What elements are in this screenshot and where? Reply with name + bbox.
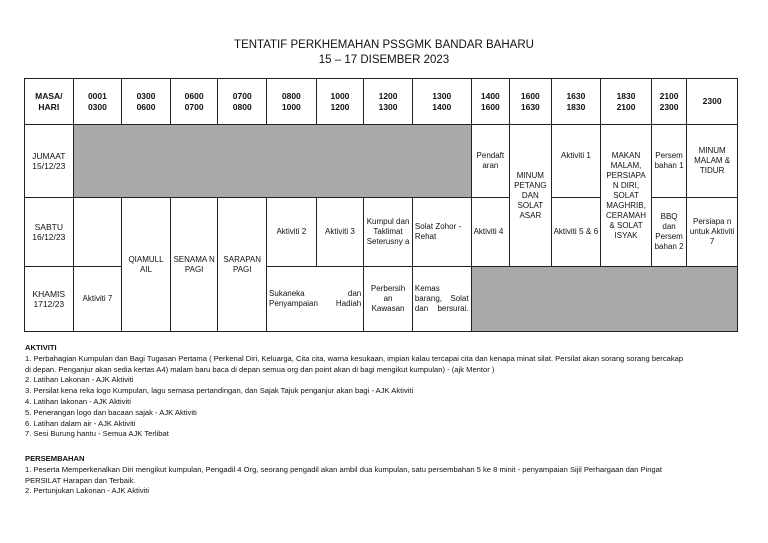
header-slot: 2300	[687, 79, 738, 125]
header-slot: 1300 1400	[412, 79, 471, 125]
cell-qiamullail: QIAMULL AIL	[122, 198, 171, 332]
header-slot: 2100 2300	[651, 79, 686, 125]
header-slot: 0001 0300	[73, 79, 122, 125]
list-item: 1. Peserta Memperkenalkan Diri mengikut kumpulan, Pengadil 4 Org, seorang pengadil akan ambil dua kumpulan, satu persembahan 5 ke 8 minit - penyampaian Sijil Perhargaan dan Pingat	[25, 464, 662, 474]
header-slot: 0300 0600	[122, 79, 171, 125]
cell-bbq: BBQ dan Persem bahan 2	[651, 198, 686, 267]
list-item: 6. Latihan dalam air - AJK Aktiviti	[25, 418, 136, 428]
empty-cell	[73, 198, 122, 267]
document-title: TENTATIF PERKHEMAHAN PSSGMK BANDAR BAHARU	[234, 39, 534, 51]
day-label-jumaat: JUMAAT 15/12/23	[25, 125, 74, 198]
header-day-cell: MASA/ HARI	[25, 79, 74, 125]
cell-kemas-barang: Kemas barang, Solat dan bersurai.	[412, 267, 471, 332]
header-slot: 1830 2100	[601, 79, 652, 125]
cell-aktiviti-4: Aktiviti 4	[471, 198, 509, 267]
header-slot: 0700 0800	[218, 79, 267, 125]
document-dates: 15 – 17 DISEMBER 2023	[318, 54, 450, 66]
cell-solat-zohor: Solat Zohor - Rehat	[412, 198, 471, 267]
cell-kumpul: Kumpul dan Taklimat Seterusny a	[364, 198, 413, 267]
persembahan-section	[25, 454, 750, 497]
aktiviti-section	[25, 343, 750, 440]
schedule-table	[24, 78, 738, 332]
header-slot: 1200 1300	[364, 79, 413, 125]
cell-minum-malam: MINUM MALAM & TIDUR	[687, 125, 738, 198]
blank-block	[471, 267, 737, 332]
day-label-khamis: KHAMIS 1712/23	[25, 267, 74, 332]
list-item: di depan. Penganjur akan sedia kertas A4) malam baru baca di depan semua org dan point akan di bagi mengikut kumpulan) - (ajk Mentor )	[25, 364, 495, 374]
cell-perbersihan: Perbersih an Kawasan	[364, 267, 413, 332]
list-item: 4. Latihan lakonan - AJK Aktiviti	[25, 396, 131, 406]
cell-senaman-pagi: SENAMA N PAGI	[170, 198, 218, 332]
aktiviti-heading: AKTIVITI	[25, 343, 57, 352]
persembahan-heading: PERSEMBAHAN	[25, 454, 85, 463]
list-item: 5. Penerangan logo dan bacaan sajak - AJK Aktiviti	[25, 407, 197, 417]
list-item: PERSILAT Harapan dan Terbaik.	[25, 475, 136, 485]
cell-sukaneka: Sukaneka dan Penyampaian Hadiah	[267, 267, 364, 332]
header-slot: 1000 1200	[316, 79, 364, 125]
cell-aktiviti-7: Aktiviti 7	[73, 267, 122, 332]
cell-aktiviti-1: Aktiviti 1	[551, 125, 601, 198]
cell-persiapan: Persiapa n untuk Aktiviti 7	[687, 198, 738, 267]
day-label-sabtu: SABTU 16/12/23	[25, 198, 74, 267]
cell-makan-malam: MAKAN MALAM, PERSIAPA N DIRI, SOLAT MAGHRIB, CERAMAH & SOLAT ISYAK	[601, 125, 652, 267]
cell-persembahan-1: Persem bahan 1	[651, 125, 686, 198]
header-slot: 1400 1600	[471, 79, 509, 125]
list-item: 2. Pertunjukan Lakonan - AJK Aktiviti	[25, 486, 150, 496]
cell-minum-petang: MINUM PETANG DAN SOLAT ASAR	[510, 125, 552, 267]
cell-aktiviti-2: Aktiviti 2	[267, 198, 317, 267]
header-slot: 1600 1630	[510, 79, 552, 125]
blank-block	[73, 125, 471, 198]
list-item: 7. Sesi Burung hantu - Semua AJK Terlibat	[25, 429, 169, 439]
header-slot: 0600 0700	[170, 79, 218, 125]
header-row	[25, 79, 738, 125]
cell-aktiviti-5-6: Aktiviti 5 & 6	[551, 198, 601, 267]
list-item: 1. Perbahagian Kumpulan dan Bagi Tugasan Pertama ( Perkenal Diri, Keluarga, Cita cita, warna kesukaan, impian kalau tercapai cita dan kenapa minat silat. Persilat akan sorang sorang bercakap	[25, 353, 684, 363]
header-slot: 1630 1830	[551, 79, 601, 125]
header-slot: 0800 1000	[267, 79, 317, 125]
list-item: 2. Latihan Lakonan - AJK Aktiviti	[25, 375, 134, 385]
row-jumaat	[25, 125, 738, 198]
cell-pendaftaran: Pendaft aran	[471, 125, 509, 198]
cell-sarapan-pagi: SARAPAN PAGI	[218, 198, 267, 332]
cell-aktiviti-3: Aktiviti 3	[316, 198, 364, 267]
list-item: 3. Persilat kena reka logo Kumpulan, lagu semasa pertandingan, dan Sajak Tajuk penganjur akan bagi - AJK Aktiviti	[25, 386, 414, 396]
